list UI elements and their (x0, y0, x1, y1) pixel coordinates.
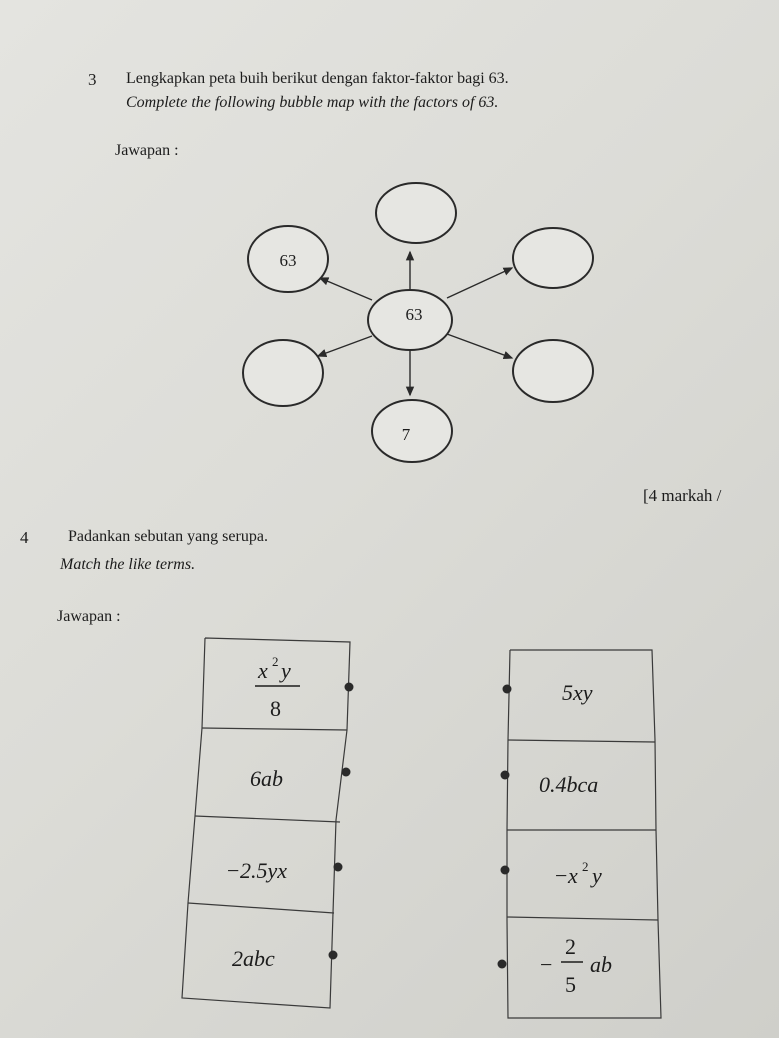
question-4-number: 4 (20, 528, 29, 547)
svg-text:2: 2 (582, 859, 589, 874)
right-terms-column (507, 650, 661, 1018)
bubble-top-left-label: 63 (279, 251, 297, 270)
bubble-center-label: 63 (405, 305, 423, 324)
question-3-malay-text: Lengkapkan peta buih berikut dengan faktor-faktor bagi 63. (126, 70, 509, 87)
svg-text:2: 2 (565, 934, 576, 959)
bubble-bottom (372, 400, 452, 462)
svg-text:ab: ab (590, 952, 612, 977)
svg-text:2: 2 (272, 654, 279, 669)
bubble-top-right (513, 228, 593, 288)
question-4-answer-label: Jawapan : (57, 608, 121, 625)
left-dot-1[interactable] (345, 683, 354, 692)
question-4-english-text: Match the like terms. (60, 556, 196, 573)
right-term-4 (540, 934, 612, 997)
right-term-3 (555, 859, 602, 888)
svg-text:−: − (227, 858, 240, 883)
arrow-to-top-left (320, 278, 372, 300)
svg-text:2.5yx: 2.5yx (240, 858, 288, 883)
svg-text:y: y (281, 658, 291, 683)
right-dot-3[interactable] (501, 866, 510, 875)
left-term-4: 2abc (232, 946, 275, 971)
question-3-number: 3 (88, 70, 97, 89)
arrow-to-top-right (447, 268, 512, 298)
svg-text:8: 8 (270, 696, 281, 721)
left-dot-2[interactable] (342, 768, 351, 777)
question-3-english-text: Complete the following bubble map with the factors of 63. (126, 94, 499, 111)
bubble-bottom-right (513, 340, 593, 402)
arrow-to-bottom-right (447, 334, 512, 358)
left-dot-4[interactable] (329, 951, 338, 960)
svg-text:−: − (555, 863, 568, 888)
right-term-1: 5xy (562, 680, 593, 705)
left-term-1 (255, 654, 300, 721)
left-dot-3[interactable] (334, 863, 343, 872)
right-dot-1[interactable] (503, 685, 512, 694)
question-3-answer-label: Jawapan : (115, 142, 179, 159)
svg-text:5: 5 (565, 972, 576, 997)
svg-text:x: x (568, 863, 578, 888)
right-dot-4[interactable] (498, 960, 507, 969)
svg-text:−: − (540, 952, 553, 977)
marks-label: [4 markah / (643, 486, 722, 505)
arrow-to-bottom-left (318, 336, 372, 356)
matching-table (0, 620, 779, 1038)
left-term-3 (227, 858, 287, 883)
right-dot-2[interactable] (501, 771, 510, 780)
right-term-2: 0.4bca (539, 772, 599, 797)
svg-text:x: x (258, 658, 268, 683)
question-4-malay-text: Padankan sebutan yang serupa. (68, 528, 268, 545)
bubble-top (376, 183, 456, 243)
left-term-2: 6ab (250, 766, 283, 791)
bubble-bottom-left (243, 340, 323, 406)
bubble-bottom-label: 7 (401, 425, 411, 444)
svg-text:y: y (592, 863, 602, 888)
